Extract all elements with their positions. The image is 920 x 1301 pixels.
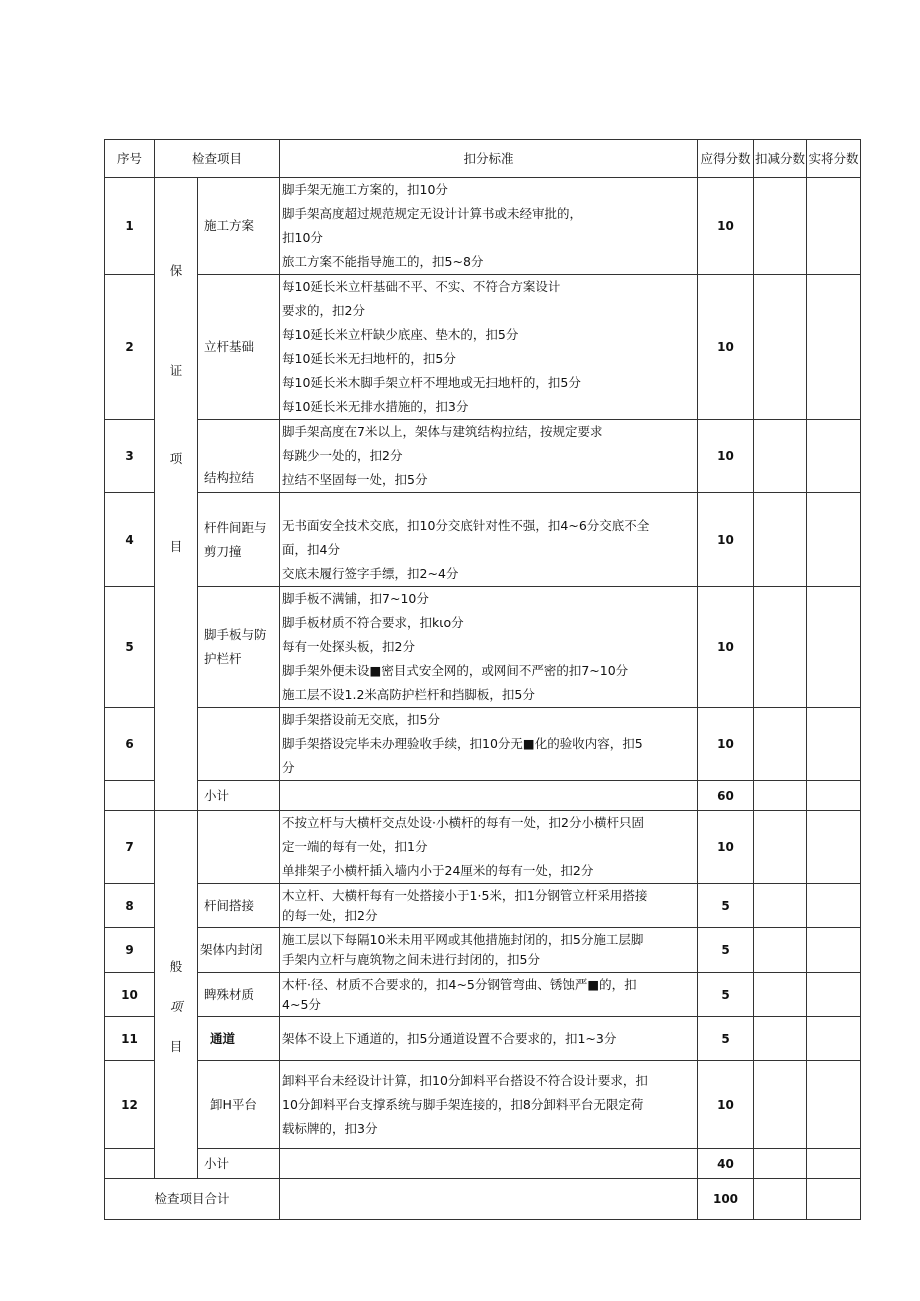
actual-score-cell[interactable] bbox=[807, 178, 861, 275]
item-name: 脚手板与防 护栏杆 bbox=[198, 587, 280, 708]
deduct-score-cell[interactable] bbox=[754, 1179, 807, 1220]
subtotal-label: 小计 bbox=[198, 1149, 280, 1179]
table-row bbox=[105, 708, 861, 781]
row-number: 10 bbox=[105, 973, 155, 1017]
deduct-score-cell[interactable] bbox=[754, 420, 807, 493]
due-score: 10 bbox=[698, 420, 754, 493]
total-label: 检查项目合计 bbox=[105, 1179, 280, 1220]
group-char: 项 bbox=[169, 998, 183, 1014]
row-number: 1 bbox=[105, 178, 155, 275]
deduct-score-cell[interactable] bbox=[754, 884, 807, 928]
deduction-standard: 无书面安全技术交底，扣10分交底针对性不强，扣4~6分交底不全 面，扣4分 交底未履行签字手缥，扣2~4分 bbox=[280, 493, 698, 587]
row-number: 4 bbox=[105, 493, 155, 587]
deduct-score-cell[interactable] bbox=[754, 1061, 807, 1149]
due-score: 10 bbox=[698, 587, 754, 708]
row-number: 9 bbox=[105, 928, 155, 973]
item-name: 卸H平台 bbox=[198, 1061, 280, 1149]
subtotal-label: 小计 bbox=[198, 781, 280, 811]
due-score: 5 bbox=[698, 973, 754, 1017]
due-score: 10 bbox=[698, 178, 754, 275]
actual-score-cell[interactable] bbox=[807, 587, 861, 708]
deduction-standard: 脚手架高度在7米以上，架体与建筑结构拉结，按规定要求 每跳少一处的，扣2分 拉结不坚固每一处，扣5分 bbox=[280, 420, 698, 493]
actual-score-cell[interactable] bbox=[807, 928, 861, 973]
deduct-score-cell[interactable] bbox=[754, 587, 807, 708]
deduct-score-cell[interactable] bbox=[754, 811, 807, 884]
deduction-standard: 架体不设上下通道的，扣5分通道设置不合要求的，扣1~3分 bbox=[280, 1017, 698, 1061]
group-guarantee-items bbox=[155, 178, 198, 811]
row-number: 5 bbox=[105, 587, 155, 708]
row-number: 6 bbox=[105, 708, 155, 781]
total-score: 100 bbox=[698, 1179, 754, 1220]
item-name: 杆间搭接 bbox=[198, 884, 280, 928]
subtotal-score: 60 bbox=[698, 781, 754, 811]
deduction-standard: 脚手架无施工方案的，扣10分 脚手架高度超过规范规定无设计计算书或未经审批的， 扣10分 旅工方案不能指导施工的，扣5~8分 bbox=[280, 178, 698, 275]
item-name: 杆件间距与 剪刀撞 bbox=[198, 493, 280, 587]
subtotal-row bbox=[105, 781, 861, 811]
due-score: 10 bbox=[698, 811, 754, 884]
deduct-score-cell[interactable] bbox=[754, 708, 807, 781]
deduction-standard: 不按立杆与大横杆交点处设·小横杆的每有一处，扣2分小横杆只固 定一端的每有一处，扣1分 单排架子小横杆插入墙内小于24厘米的每有一处，扣2分 bbox=[280, 811, 698, 884]
table-row bbox=[105, 1061, 861, 1149]
row-number: 11 bbox=[105, 1017, 155, 1061]
group-char: 保 bbox=[169, 263, 183, 278]
header-standard: 扣分标准 bbox=[280, 140, 698, 178]
due-score: 5 bbox=[698, 928, 754, 973]
deduct-score-cell[interactable] bbox=[754, 973, 807, 1017]
actual-score-cell[interactable] bbox=[807, 1179, 861, 1220]
actual-score-cell[interactable] bbox=[807, 275, 861, 420]
deduct-score-cell[interactable] bbox=[754, 1149, 807, 1179]
deduction-standard: 脚手架搭设前无交底，扣5分 脚手架搭设完毕未办理验收手续，扣10分无■化的验收内容，扣5 分 bbox=[280, 708, 698, 781]
table-row bbox=[105, 493, 861, 587]
item-name bbox=[198, 708, 280, 781]
due-score: 10 bbox=[698, 275, 754, 420]
row-number: 12 bbox=[105, 1061, 155, 1149]
subtotal-score: 40 bbox=[698, 1149, 754, 1179]
actual-score-cell[interactable] bbox=[807, 884, 861, 928]
deduction-standard: 每10延长米立杆基础不平、不实、不符合方案设计 要求的，扣2分 每10延长米立杆缺少底座、垫木的，扣5分 每10延长米无扫地杆的，扣5分 每10延长米木脚手架立杆不埋地或无扫地杆的，扣5分 每10延长米无排水措施的，扣3分 bbox=[280, 275, 698, 420]
actual-score-cell[interactable] bbox=[807, 493, 861, 587]
header-row bbox=[105, 140, 861, 178]
total-row bbox=[105, 1179, 861, 1220]
due-score: 5 bbox=[698, 1017, 754, 1061]
header-deduct-score: 扣减分数 bbox=[754, 140, 807, 178]
header-seq: 序号 bbox=[105, 140, 155, 178]
deduction-standard: 木杆·径、材质不合要求的，扣4~5分钢管弯曲、锈蚀严■的，扣 4~5分 bbox=[280, 973, 698, 1017]
group-char: 项 bbox=[169, 451, 183, 466]
due-score: 10 bbox=[698, 1061, 754, 1149]
header-check-item: 检查项目 bbox=[155, 140, 280, 178]
inspection-sheet bbox=[104, 139, 860, 1220]
actual-score-cell[interactable] bbox=[807, 1061, 861, 1149]
due-score: 10 bbox=[698, 493, 754, 587]
actual-score-cell[interactable] bbox=[807, 708, 861, 781]
actual-score-cell[interactable] bbox=[807, 781, 861, 811]
row-number: 8 bbox=[105, 884, 155, 928]
item-name: 睥殊材质 bbox=[198, 973, 280, 1017]
actual-score-cell[interactable] bbox=[807, 973, 861, 1017]
due-score: 10 bbox=[698, 708, 754, 781]
table-row bbox=[105, 884, 861, 928]
item-name bbox=[198, 811, 280, 884]
item-name: 施工方案 bbox=[198, 178, 280, 275]
table-row bbox=[105, 587, 861, 708]
item-name: 结构拉结 bbox=[198, 420, 280, 493]
deduct-score-cell[interactable] bbox=[754, 781, 807, 811]
table-row bbox=[105, 811, 861, 884]
subtotal-row bbox=[105, 1149, 861, 1179]
actual-score-cell[interactable] bbox=[807, 420, 861, 493]
group-char: 目 bbox=[169, 1038, 183, 1054]
deduction-standard: 木立杆、大横杆每有一处搭接小于1·5米，扣1分钢管立杆采用搭接 的每一处，扣2分 bbox=[280, 884, 698, 928]
group-char: 证 bbox=[169, 363, 183, 378]
table-row bbox=[105, 178, 861, 275]
deduction-standard: 施工层以下每隔10米未用平网或其他措施封闭的，扣5分施工层脚 手架内立杆与鹿筑物之间未进行封闭的，扣5分 bbox=[280, 928, 698, 973]
group-char: 般 bbox=[169, 958, 183, 974]
table-row bbox=[105, 928, 861, 973]
deduct-score-cell[interactable] bbox=[754, 928, 807, 973]
deduction-standard: 卸料平台未经设计计算，扣10分卸料平台搭设不符合设计要求，扣 10分卸料平台支撑系统与脚手架连接的，扣8分卸料平台无限定荷 载标牌的，扣3分 bbox=[280, 1061, 698, 1149]
header-actual-score: 实将分数 bbox=[807, 140, 861, 178]
scaffold-inspection-table bbox=[104, 139, 861, 1220]
table-row bbox=[105, 973, 861, 1017]
deduct-score-cell[interactable] bbox=[754, 178, 807, 275]
row-number: 2 bbox=[105, 275, 155, 420]
due-score: 5 bbox=[698, 884, 754, 928]
table-row bbox=[105, 1017, 861, 1061]
group-general-items bbox=[155, 811, 198, 1179]
item-name: 立杆基础 bbox=[198, 275, 280, 420]
deduct-score-cell[interactable] bbox=[754, 275, 807, 420]
deduction-standard: 脚手板不满铺，扣7~10分 脚手板材质不符合要求，扣kιo分 每有一处探头板，扣2分 脚手架外便未设■密目式安全网的，或网间不严密的扣7~10分 施工层不设1.2米高防护栏杆和挡脚板，扣5分 bbox=[280, 587, 698, 708]
actual-score-cell[interactable] bbox=[807, 811, 861, 884]
item-name: 架体内封闭 bbox=[198, 928, 280, 973]
table-row bbox=[105, 420, 861, 493]
group-char: 目 bbox=[169, 539, 183, 554]
deduct-score-cell[interactable] bbox=[754, 1017, 807, 1061]
header-due-score: 应得分数 bbox=[698, 140, 754, 178]
actual-score-cell[interactable] bbox=[807, 1017, 861, 1061]
row-number: 3 bbox=[105, 420, 155, 493]
row-number: 7 bbox=[105, 811, 155, 884]
deduct-score-cell[interactable] bbox=[754, 493, 807, 587]
actual-score-cell[interactable] bbox=[807, 1149, 861, 1179]
table-row bbox=[105, 275, 861, 420]
item-name: 通道 bbox=[198, 1017, 280, 1061]
